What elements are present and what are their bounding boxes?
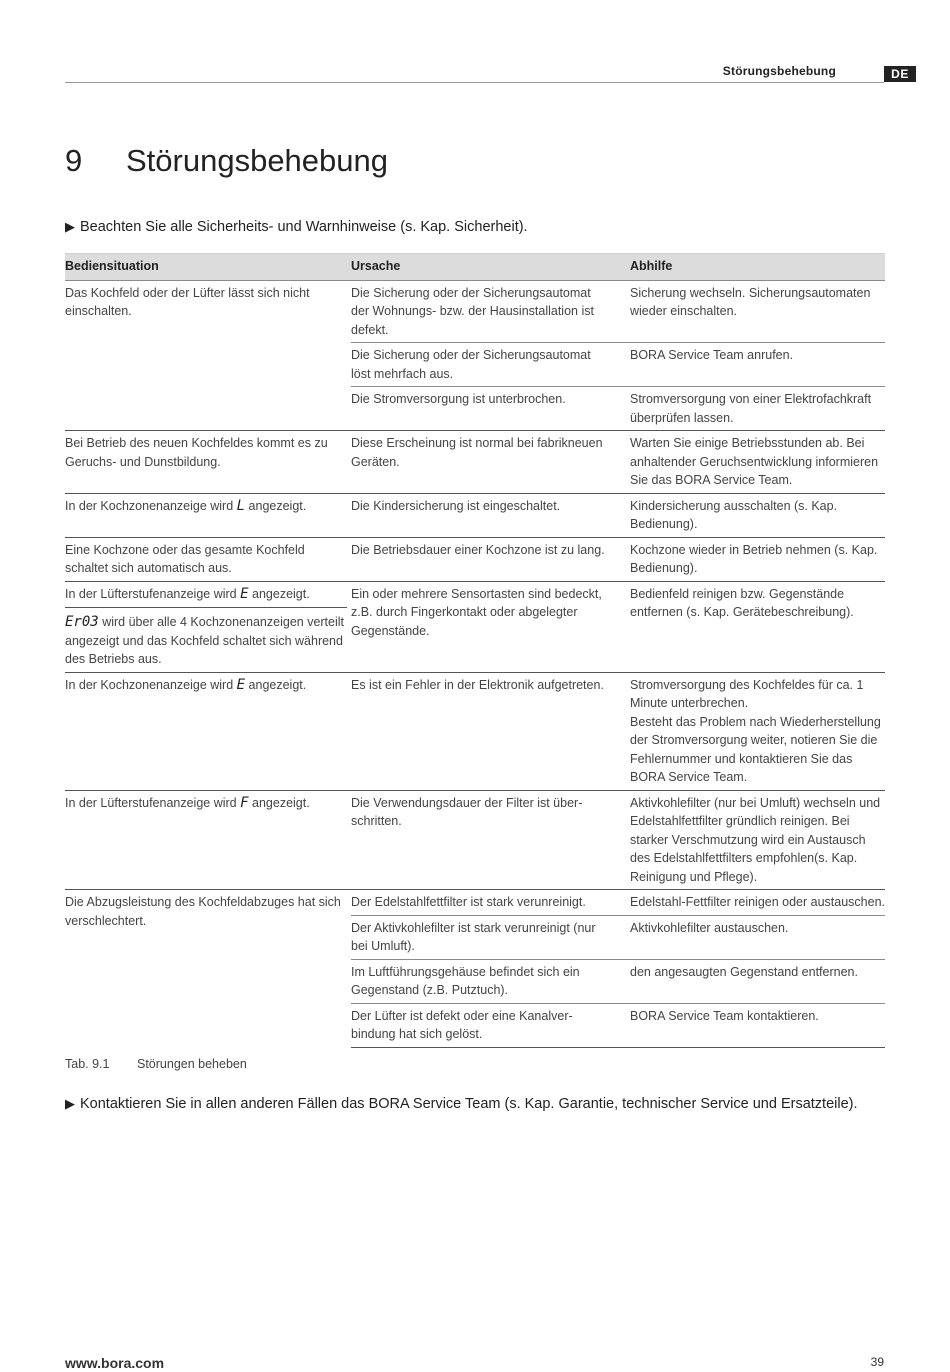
situation-text: In der Lüfterstufenanzeige wird (65, 795, 241, 810)
chapter-title: Störungsbehebung (126, 143, 389, 178)
header-situation: Bediensituation (65, 254, 351, 281)
table-row (65, 537, 885, 581)
remedy-cell: Kindersicherung ausschalten (s. Kap. Bedienung). (630, 493, 885, 537)
table-row (65, 493, 885, 537)
situation-cell: Das Kochfeld oder der Lüfter lässt sich nicht einschalten. (65, 280, 351, 431)
situation-text: angezeigt. (245, 498, 307, 513)
cause-cell: Die Kindersicherung ist eingeschaltet. (351, 493, 630, 537)
table-row (65, 581, 885, 672)
right-triangle-icon: ▶ (65, 1096, 75, 1111)
cause-cell: Der Aktivkohlefilter ist stark verunreinigt (nur bei Umluft). (351, 915, 630, 959)
cause-cell: Die Sicherung oder der Sicherungsautomat der Wohnungs- bzw. der Hausinstallation ist defekt. (351, 280, 630, 343)
remedy-line: Stromversorgung des Kochfeldes für ca. 1 Minute unterbrechen. (630, 677, 864, 710)
table-row (65, 890, 885, 916)
right-triangle-icon: ▶ (65, 219, 75, 234)
contact-note-text: Kontaktieren Sie in allen anderen Fällen das BORA Service Team (s. Kap. Garantie, technischer Service und Ersatzteile). (80, 1096, 858, 1112)
page-number: 39 (870, 1355, 884, 1369)
sub-divider (65, 607, 347, 608)
cause-cell: Der Lüfter ist defekt oder eine Kanalverbindung hat sich gelöst. (351, 1003, 630, 1047)
cause-cell: Im Luftführungsgehäuse befindet sich ein Gegenstand (z.B. Putztuch). (351, 959, 630, 1003)
caption-number: Tab. 9.1 (65, 1057, 110, 1071)
situation-cell: Bei Betrieb des neuen Kochfeldes kommt es zu Geruchs- und Dunstbildung. (65, 431, 351, 494)
chapter-number: 9 (65, 143, 83, 178)
situation-text: In der Lüfterstufenanzeige wird (65, 586, 241, 601)
language-badge: DE (884, 66, 916, 82)
situation-text: angezeigt. (248, 795, 310, 810)
table-header-row (65, 254, 885, 281)
cause-cell: Ein oder mehrere Sensortasten sind bedeckt, z.B. durch Fingerkontakt oder abgelegter Gegenstände. (351, 581, 630, 672)
remedy-cell: Bedienfeld reinigen bzw. Gegenstände entfernen (s. Kap. Gerätebeschreibung). (630, 581, 885, 672)
remedy-cell: Sicherung wechseln. Sicherungsautomaten wieder einschalten. (630, 280, 885, 343)
remedy-cell: BORA Service Team anrufen. (630, 343, 885, 387)
remedy-cell: Kochzone wieder in Betrieb nehmen (s. Kap. Bedienung). (630, 537, 885, 581)
remedy-cell: BORA Service Team kontaktieren. (630, 1003, 885, 1047)
situation-text: angezeigt. (245, 677, 307, 692)
situation-cell (65, 493, 351, 537)
situation-text: wird über alle 4 Kochzonenanzeigen verteilt angezeigt und das Kochfeld schaltet sich während des Betriebs aus. (65, 615, 345, 666)
remedy-cell (630, 672, 885, 790)
safety-note-text: Beachten Sie alle Sicherheits- und Warnhinweise (s. Kap. Sicherheit). (80, 219, 528, 235)
situation-text: In der Kochzonenanzeige wird (65, 677, 237, 692)
situation-text: angezeigt. (248, 586, 310, 601)
situation-cell (65, 790, 351, 890)
situation-cell (65, 672, 351, 790)
remedy-cell: den angesaugten Gegenstand entfernen. (630, 959, 885, 1003)
cause-cell: Der Edelstahlfettfilter ist stark verunreinigt. (351, 890, 630, 916)
remedy-cell: Warten Sie einige Betriebsstunden ab. Bei anhaltender Geruchsentwicklung informieren Sie das BORA Service Team. (630, 431, 885, 494)
situation-cell: Eine Kochzone oder das gesamte Kochfeld schaltet sich automatisch aus. (65, 537, 351, 581)
remedy-cell: Stromversorgung von einer Elektrofachkraft überprüfen lassen. (630, 387, 885, 431)
chapter-heading (65, 143, 388, 179)
situation-cell: Die Abzugsleistung des Kochfeldabzuges hat sich verschlechtert. (65, 890, 351, 1048)
contact-note (65, 1096, 858, 1112)
footer-website-link[interactable]: www.bora.com (65, 1355, 165, 1371)
table-row (65, 280, 885, 343)
caption-text: Störungen beheben (137, 1057, 247, 1071)
remedy-cell: Aktivkohlefilter austauschen. (630, 915, 885, 959)
table-row (65, 672, 885, 790)
display-symbol: F (240, 794, 249, 811)
display-symbol: E (236, 676, 246, 693)
header-cause: Ursache (351, 254, 630, 281)
remedy-cell: Edelstahl-Fettfilter reinigen oder austauschen. (630, 890, 885, 916)
fault-table (65, 253, 885, 1048)
table-row (65, 431, 885, 494)
running-header-title: Störungsbehebung (722, 64, 836, 78)
situation-text: In der Kochzonenanzeige wird (65, 498, 237, 513)
remedy-line: Besteht das Problem nach Wiederherstellung der Stromversorgung weiter, notieren Sie die Fehlernummer und kontaktieren Sie das BORA Service Team. (630, 714, 881, 784)
safety-note (65, 219, 528, 235)
cause-cell: Diese Erscheinung ist normal bei fabrikneuen Geräten. (351, 431, 630, 494)
cause-cell: Die Verwendungsdauer der Filter ist überschritten. (351, 790, 630, 890)
remedy-cell: Aktivkohlefilter (nur bei Umluft) wechseln und Edelstahlfettfilter gründlich reinigen. Bei starker Verschmutzung wird ein Austausch des Edelstahlfettfilters empfohlen(s. Kap. Reinigung und Pflege). (630, 790, 885, 890)
cause-cell: Die Sicherung oder der Sicherungsautomat löst mehrfach aus. (351, 343, 630, 387)
header-remedy: Abhilfe (630, 254, 885, 281)
cause-cell: Die Betriebsdauer einer Kochzone ist zu lang. (351, 537, 630, 581)
display-symbol: L (236, 497, 246, 514)
table-caption (65, 1057, 247, 1071)
header-divider (65, 82, 884, 83)
table-row (65, 790, 885, 890)
situation-cell (65, 581, 351, 672)
cause-cell: Es ist ein Fehler in der Elektronik aufgetreten. (351, 672, 630, 790)
display-symbol: E (240, 585, 249, 602)
cause-cell: Die Stromversorgung ist unterbrochen. (351, 387, 630, 431)
error-code-symbol: Er03 (65, 614, 99, 630)
